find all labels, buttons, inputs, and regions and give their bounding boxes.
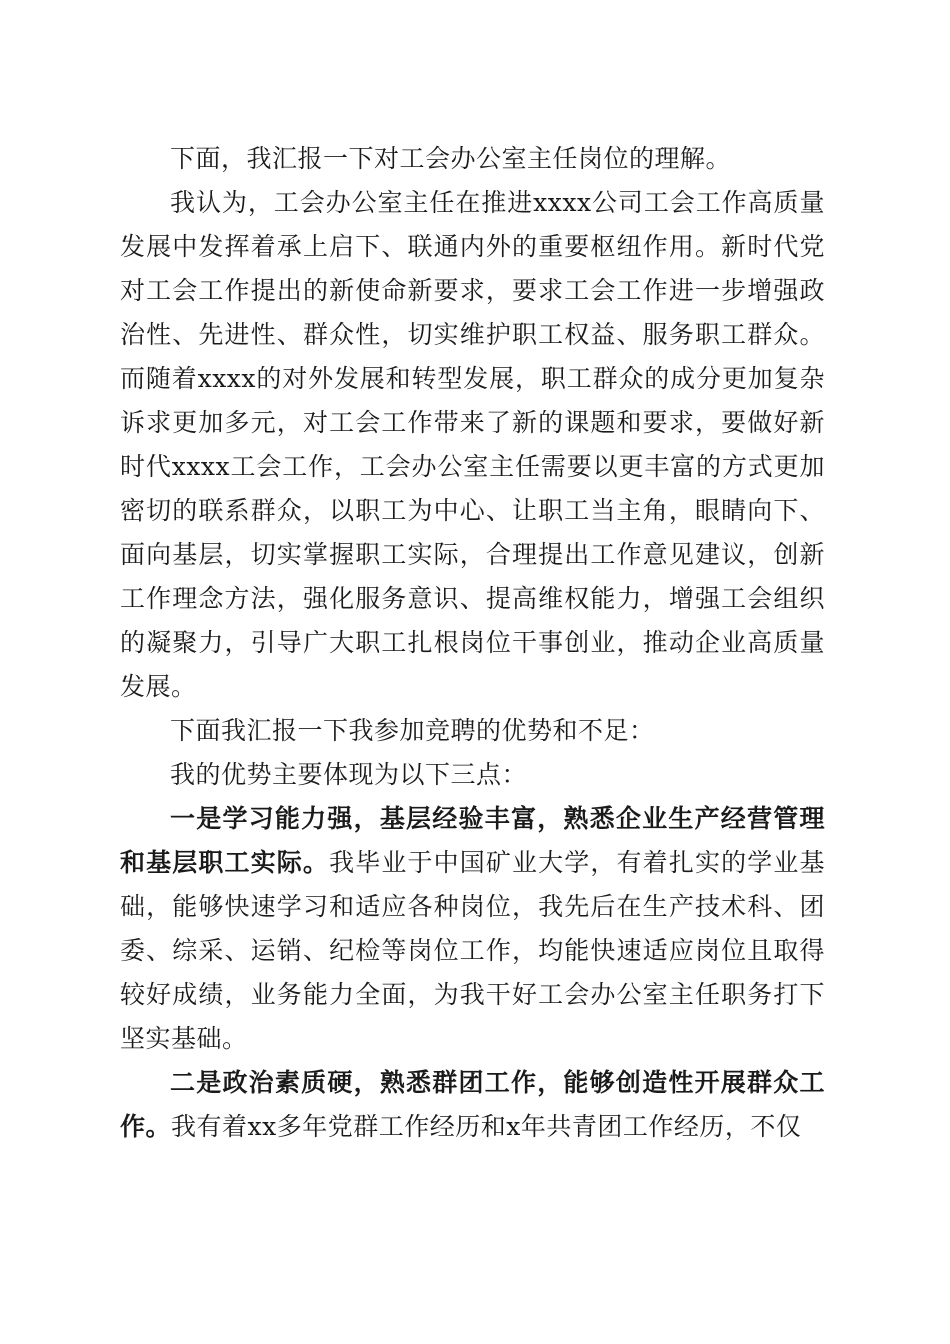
- paragraph-3-text: 下面我汇报一下我参加竞聘的优势和不足：: [170, 716, 655, 745]
- paragraph-6-text: 我有着xx多年党群工作经历和x年共青团工作经历，不仅: [171, 1112, 802, 1141]
- paragraph-2-text: 我认为，工会办公室主任在推进xxxx公司工会工作高质量发展中发挥着承上启下、联通内外的重要枢纽作用。新时代党对工会工作提出的新使命新要求，要求工会工作进一步增强政治性、先进性、群众性，切实维护职工权益、服务职工群众。而随着xxxx的对外发展和转型发展，职工群众的成分更加复杂诉求更加多元，对工会工作带来了新的课题和要求，要做好新时代xxxx工会工作，工会办公室主任需要以更丰富的方式更加密切的联系群众，以职工为中心、让职工当主角，眼睛向下、面向基层，切实掌握职工实际，合理提出工作意见建议，创新工作理念方法，强化服务意识、提高维权能力，增强工会组织的凝聚力，引导广大职工扎根岗位干事创业，推动企业高质量发展。: [120, 188, 825, 701]
- paragraph-6: [120, 1061, 825, 1149]
- paragraph-5-text: 我毕业于中国矿业大学，有着扎实的学业基础，能够快速学习和适应各种岗位，我先后在生产技术科、团委、综采、运销、纪检等岗位工作，均能快速适应岗位且取得较好成绩，业务能力全面，为我干好工会办公室主任职务打下坚实基础。: [120, 848, 825, 1053]
- paragraph-6-bold-lead: 二是政治素质硬，熟悉群团工作，能够创造性开展群众工作。: [120, 1068, 825, 1141]
- paragraph-1: [120, 137, 825, 181]
- paragraph-3: [120, 709, 825, 753]
- paragraph-5-bold-lead: 一是学习能力强，基层经验丰富，熟悉企业生产经营管理和基层职工实际。: [120, 804, 825, 877]
- paragraph-2: [120, 181, 825, 709]
- paragraph-1-text: 下面，我汇报一下对工会办公室主任岗位的理解。: [170, 144, 732, 173]
- document-body: [120, 137, 825, 1149]
- paragraph-4: [120, 753, 825, 797]
- paragraph-4-text: 我的优势主要体现为以下三点：: [170, 760, 528, 789]
- paragraph-5: [120, 797, 825, 1061]
